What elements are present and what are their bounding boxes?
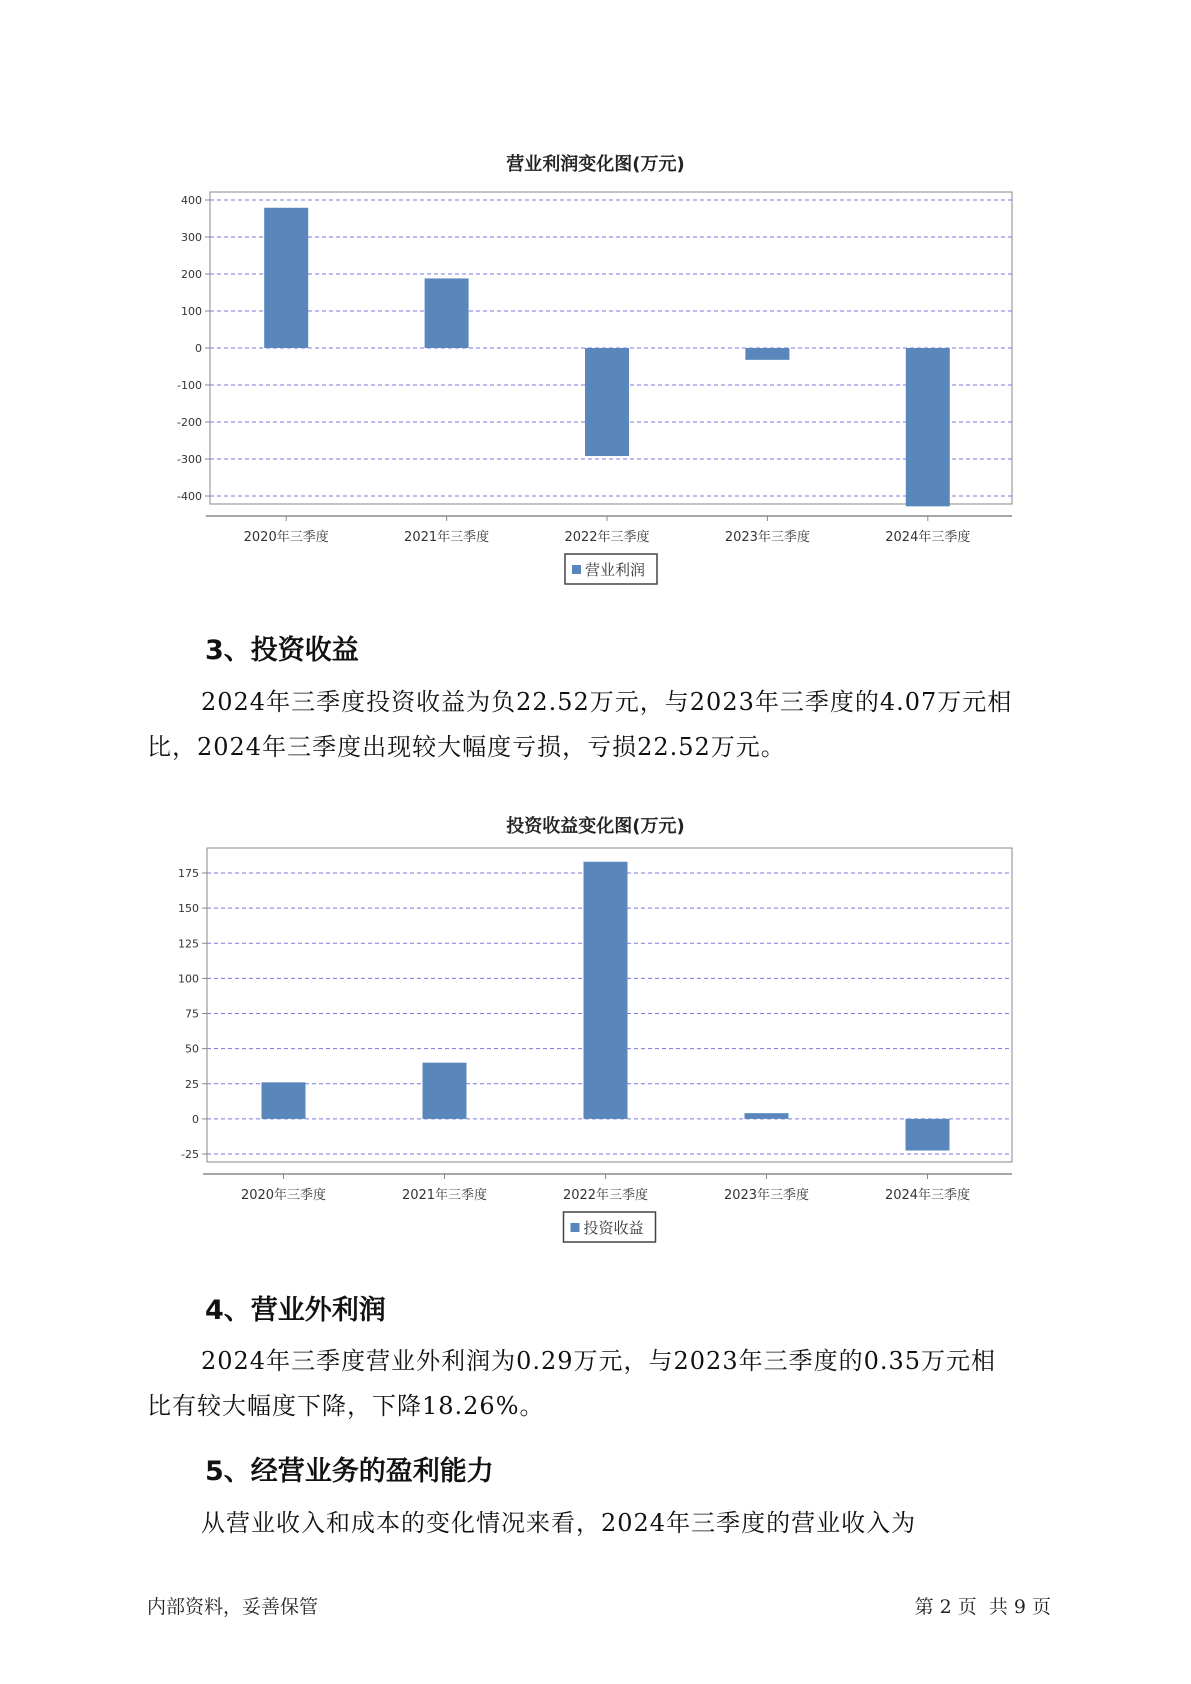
x-tick-label: 2023年三季度 xyxy=(723,1188,810,1203)
bar-2021年三季度 xyxy=(423,1063,467,1119)
y-tick-label: 125 xyxy=(178,937,199,951)
legend-label: 营业利润 xyxy=(585,561,646,579)
paragraph-line: 比，2024年三季度出现较大幅度亏损，亏损22.52万元。 xyxy=(147,733,786,761)
x-tick-label: 2024年三季度 xyxy=(885,530,971,545)
paragraph-line: 从营业收入和成本的变化情况来看，2024年三季度的营业收入为 xyxy=(201,1509,917,1537)
x-tick-label: 2022年三季度 xyxy=(562,1188,649,1203)
bar-2024年三季度 xyxy=(906,348,950,506)
heading-non-operating-profit: 4、营业外利润 xyxy=(205,1295,386,1326)
paragraph-line: 比有较大幅度下降，下降18.26%。 xyxy=(147,1392,545,1420)
y-tick-label: 25 xyxy=(185,1077,199,1091)
bar-2023年三季度 xyxy=(745,348,789,360)
bar-2020年三季度 xyxy=(262,1082,306,1119)
y-tick-label: -100 xyxy=(177,379,202,392)
y-tick-label: 100 xyxy=(178,972,199,986)
y-tick-label: 100 xyxy=(181,305,202,318)
y-tick-label: 400 xyxy=(181,194,202,207)
y-tick-label: 0 xyxy=(195,342,202,355)
y-tick-label: 200 xyxy=(181,268,202,281)
x-tick-label: 2021年三季度 xyxy=(401,1188,488,1203)
bar-2024年三季度 xyxy=(906,1119,950,1151)
bar-2022年三季度 xyxy=(584,862,628,1119)
x-tick-label: 2020年三季度 xyxy=(243,530,329,545)
heading-profitability: 5、经营业务的盈利能力 xyxy=(205,1456,494,1487)
paragraph-line: 2024年三季度投资收益为负22.52万元，与2023年三季度的4.07万元相 xyxy=(201,688,1013,716)
paragraph-non-operating-profit xyxy=(147,1339,1067,1429)
bar-2023年三季度 xyxy=(745,1113,789,1119)
bar-2020年三季度 xyxy=(264,208,308,348)
x-tick-label: 2023年三季度 xyxy=(724,530,810,545)
chart-investment-income xyxy=(0,840,1191,1250)
y-tick-label: -200 xyxy=(177,416,202,429)
paragraph-investment-income xyxy=(147,680,1067,770)
bar-2022年三季度 xyxy=(585,348,629,456)
y-tick-label: -300 xyxy=(177,453,202,466)
y-tick-label: 300 xyxy=(181,231,202,244)
y-tick-label: 0 xyxy=(192,1112,199,1126)
x-tick-label: 2021年三季度 xyxy=(404,530,490,545)
y-tick-label: 150 xyxy=(178,902,199,916)
chart-title-operating-profit: 营业利润变化图(万元) xyxy=(506,154,685,175)
x-tick-label: 2020年三季度 xyxy=(240,1188,327,1203)
y-tick-label: -400 xyxy=(177,490,202,503)
legend-label: 投资收益 xyxy=(583,1219,644,1237)
legend-swatch xyxy=(571,1223,580,1232)
paragraph-line: 2024年三季度营业外利润为0.29万元，与2023年三季度的0.35万元相 xyxy=(201,1347,997,1375)
paragraph-profitability xyxy=(147,1501,1067,1546)
footer-left: 内部资料，妥善保管 xyxy=(147,1596,319,1618)
legend-swatch xyxy=(572,565,581,574)
y-tick-label: 50 xyxy=(185,1042,199,1056)
x-tick-label: 2024年三季度 xyxy=(884,1188,971,1203)
bar-2021年三季度 xyxy=(425,278,469,348)
heading-investment-income: 3、投资收益 xyxy=(205,635,359,666)
y-tick-label: -25 xyxy=(181,1148,199,1161)
y-tick-label: 175 xyxy=(178,867,199,880)
chart-title-investment-income: 投资收益变化图(万元) xyxy=(506,816,685,837)
footer-page-number: 第 2 页 共 9 页 xyxy=(914,1596,1051,1618)
chart-operating-profit xyxy=(0,180,1191,590)
y-tick-label: 75 xyxy=(185,1007,199,1021)
x-tick-label: 2022年三季度 xyxy=(564,530,650,545)
